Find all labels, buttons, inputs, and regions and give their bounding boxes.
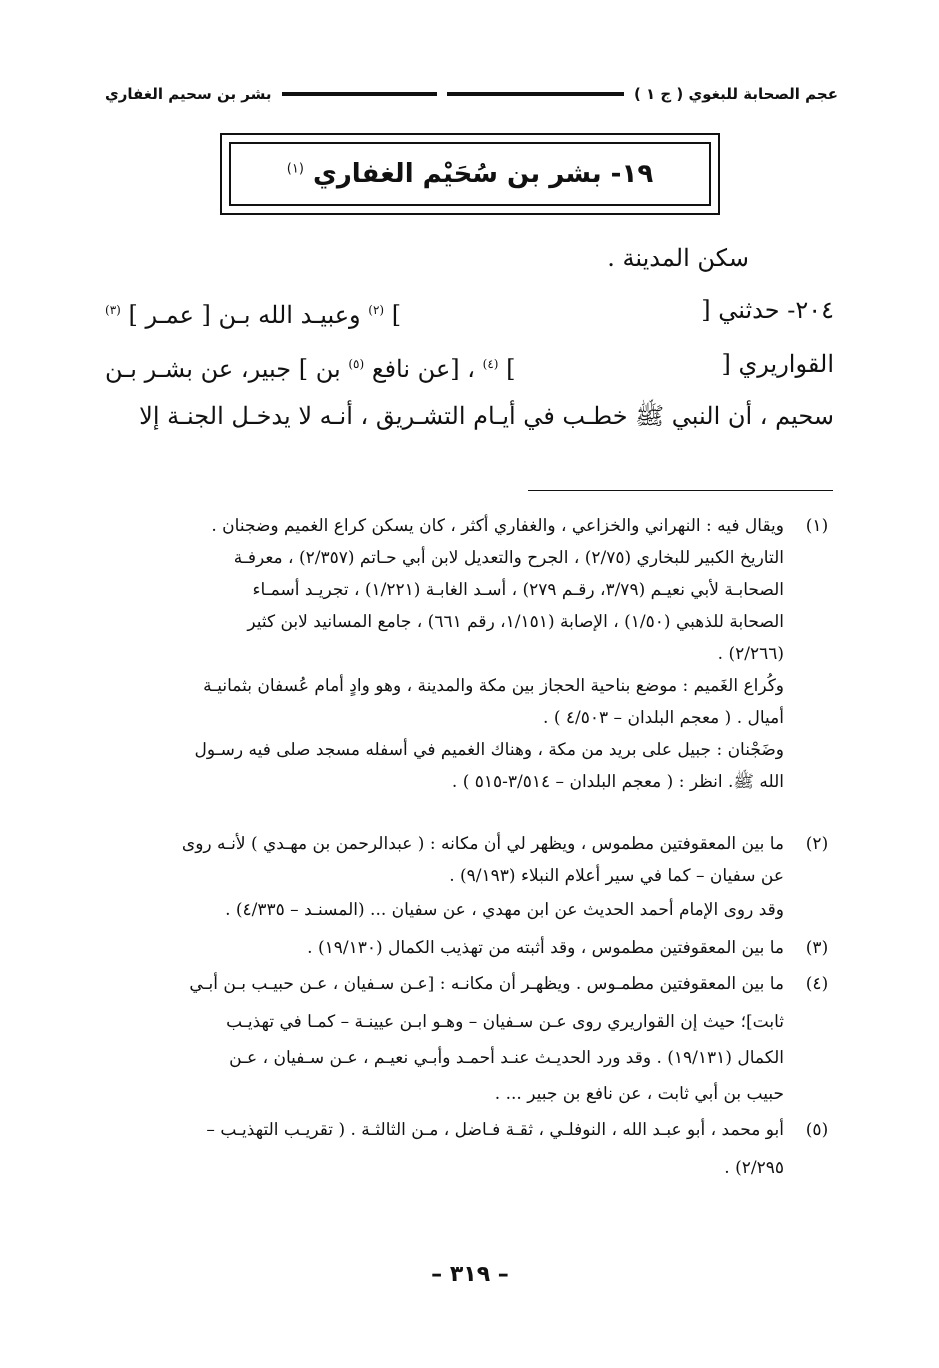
footnote-number: (٤) bbox=[805, 974, 829, 994]
header-entry-name: بشر بن سحيم الغفاري bbox=[105, 85, 272, 103]
footnote-ref: (٤) bbox=[482, 357, 499, 371]
page-number: – ٣١٩ – bbox=[431, 1262, 509, 1287]
header-rule bbox=[447, 92, 624, 96]
footnote-ref: (١) bbox=[286, 161, 304, 177]
footnote-number: (٢) bbox=[805, 834, 829, 854]
footnote-line: الصحابـة لأبي نعيـم (٣/٧٩، رقـم ٢٧٩) ، أسـد الغابـة (١/٢٢١) ، تجريـد أسمـاء bbox=[252, 580, 784, 600]
body-text: بن ] جبير، عن بشـر بـن bbox=[105, 355, 341, 383]
footnote-line: ما بين المعقوفتين مطمـوس . ويظهـر أن مكانـه : [عـن سـفيان ، عـن حبيـب بـن أبـي bbox=[189, 974, 784, 994]
footnote-ref: (٥) bbox=[348, 357, 365, 371]
footnote-ref: (٢) bbox=[368, 303, 385, 317]
entry-title-frame bbox=[220, 133, 720, 215]
body-text: ، [عن نافع bbox=[371, 355, 476, 383]
footnote-line: التاريخ الكبير للبخاري (٢/٧٥) ، الجرح والتعديل لابن أبي حـاتم (٢/٣٥٧) ، معرفـة bbox=[233, 548, 784, 568]
footnote-line: وقد روى الإمام أحمد الحديث عن ابن مهدي ، عن سفيان ... (المسنـد – ٤/٣٣٥) . bbox=[225, 900, 784, 920]
footnote-line: وضَجْنان : جبيل على بريد من مكة ، وهناك الغميم في أسفله مسجد صلى فيه رسـول bbox=[194, 740, 784, 760]
footnote-line: ما بين المعقوفتين مطموس ، وقد أثبته من تهذيب الكمال (١٩/١٣٠) . bbox=[307, 938, 784, 958]
footnote-number: (٣) bbox=[805, 938, 829, 958]
footnote-line: الكمال (١٩/١٣١) . وقد ورد الحديـث عنـد أحمـد وأبـي نعيـم ، عـن سـفيان ، عـن bbox=[229, 1048, 784, 1068]
footnote-line: ما بين المعقوفتين مطموس ، ويظهر لي أن مكانه : ( عبدالرحمن بن مهـدي ) لأنـه روى bbox=[181, 834, 784, 854]
footnote-ref: (٣) bbox=[105, 303, 121, 317]
body-line bbox=[105, 398, 834, 434]
body-text: سحيم ، أن النبي ﷺ خطـب في أيـام التشـريق ، أنـه لا يدخـل الجنـة إلا bbox=[139, 402, 834, 430]
entry-title-text: ١٩- بشر بن سُحَيْم الغفاري bbox=[312, 159, 654, 189]
body-text: ] bbox=[506, 355, 516, 383]
body-text: القواريري [ bbox=[721, 350, 834, 378]
running-header bbox=[105, 82, 838, 106]
body-line bbox=[105, 346, 834, 387]
footnote-line: ثابت]؛ حيث إن القواريري روى عـن سـفيان – وهـو ابـن عيينـة – كمـا في تهذيـب bbox=[226, 1012, 784, 1032]
footnote-number: (١) bbox=[805, 516, 829, 536]
entry-title-inner-frame bbox=[229, 142, 711, 206]
body-text-group bbox=[105, 292, 401, 333]
footnote-line: ٢/٢٩٥) . bbox=[724, 1158, 784, 1178]
body-text: ] bbox=[391, 301, 402, 329]
footnote-line: الصحابة للذهبي (١/٥٠) ، الإصابة (١/١٥١، رقم ٦٦١) ، جامع المسانيد لابن كثير bbox=[247, 612, 784, 632]
body-text: سكن المدينة . bbox=[607, 244, 749, 272]
footnote-line: عن سفيان – كما في سير أعلام النبلاء (٩/١٩٣) . bbox=[449, 866, 784, 886]
header-rule bbox=[282, 92, 437, 96]
footnote-line: (٢/٢٦٦) . bbox=[717, 644, 784, 664]
footnote-divider bbox=[528, 490, 833, 491]
body-text-group bbox=[105, 346, 516, 387]
footnote-line: الله ﷺ. انظر : ( معجم البلدان – ٣/٥١٤-٥١٥ ) . bbox=[451, 772, 784, 792]
footnote-line: ويقال فيه : النهراني والخزاعي ، والغفاري أكثر ، كان يسكن كراع الغميم وضجنان . bbox=[211, 516, 784, 536]
body-line bbox=[105, 240, 834, 276]
footnote-line: أميال . ( معجم البلدان – ٤/٥٠٣ ) . bbox=[543, 708, 784, 728]
footnote-line: حبيب بن أبي ثابت ، عن نافع بن جبير ... . bbox=[494, 1084, 784, 1104]
footnote-line: أبو محمد ، أبو عبـد الله ، النوفلـي ، ثقـة فـاضل ، مـن الثالثـة . ( تقريـب التهذيـب – bbox=[206, 1120, 784, 1140]
footnote-number: (٥) bbox=[805, 1120, 829, 1140]
header-book-title: عجم الصحابة للبغوي ( ج ١ ) bbox=[633, 85, 838, 103]
body-line bbox=[105, 292, 834, 333]
body-text: وعبيـد الله بـن [ عمـر ] bbox=[128, 301, 361, 329]
entry-title bbox=[287, 159, 653, 189]
body-text: ٢٠٤- حدثني [ bbox=[701, 296, 834, 324]
footnote-line: وكُراع الغَميم : موضع بناحية الحجاز بين مكة والمدينة ، وهو وادٍ أمام عُسفان بثمانيـة bbox=[203, 676, 784, 696]
